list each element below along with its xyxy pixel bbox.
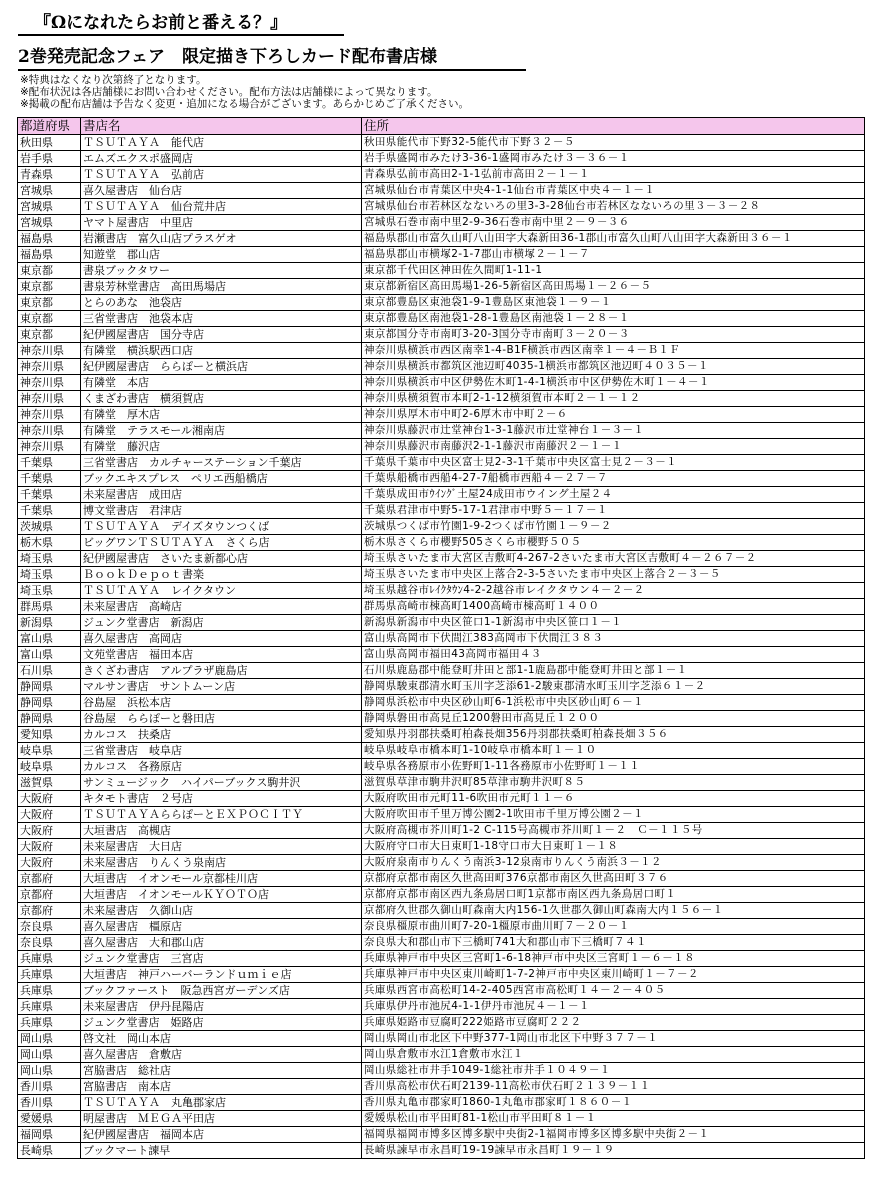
table-row bbox=[18, 663, 865, 679]
address-cell: 京都府京都市南区西九条鳥居口町1京都市南区西九条鳥居口町１ bbox=[362, 887, 865, 903]
table-row bbox=[18, 951, 865, 967]
address-cell: 奈良県橿原市曲川町7-20-1橿原市曲川町７－２０－１ bbox=[362, 919, 865, 935]
prefecture-cell: 栃木県 bbox=[18, 535, 81, 551]
table-row bbox=[18, 711, 865, 727]
header-address: 住所 bbox=[362, 118, 865, 135]
table-row bbox=[18, 1015, 865, 1031]
prefecture-cell: 東京都 bbox=[18, 327, 81, 343]
store-name-cell: ブックマート諫早 bbox=[81, 1143, 362, 1159]
prefecture-cell: 神奈川県 bbox=[18, 375, 81, 391]
address-cell: 岡山県倉敷市水江1倉敷市水江１ bbox=[362, 1047, 865, 1063]
prefecture-cell: 大阪府 bbox=[18, 839, 81, 855]
prefecture-cell: 静岡県 bbox=[18, 679, 81, 695]
prefecture-cell: 東京都 bbox=[18, 311, 81, 327]
prefecture-cell: 奈良県 bbox=[18, 919, 81, 935]
address-cell: 兵庫県西宮市高松町14-2-405西宮市高松町１４－２－４０５ bbox=[362, 983, 865, 999]
store-name-cell: ビッグワンＴＳＵＴＡＹＡ さくら店 bbox=[81, 535, 362, 551]
table-row bbox=[18, 231, 865, 247]
prefecture-cell: 兵庫県 bbox=[18, 967, 81, 983]
table-row bbox=[18, 599, 865, 615]
address-cell: 東京都豊島区東池袋1-9-1豊島区東池袋１－９－１ bbox=[362, 295, 865, 311]
address-cell: 神奈川県横浜市中区伊勢佐木町1-4-1横浜市中区伊勢佐木町１－４－１ bbox=[362, 375, 865, 391]
table-row bbox=[18, 871, 865, 887]
table-row bbox=[18, 807, 865, 823]
prefecture-cell: 福岡県 bbox=[18, 1127, 81, 1143]
prefecture-cell: 神奈川県 bbox=[18, 423, 81, 439]
store-name-cell: ＴＳＵＴＡＹＡ 丸亀郡家店 bbox=[81, 1095, 362, 1111]
prefecture-cell: 香川県 bbox=[18, 1095, 81, 1111]
address-cell: 大阪府泉南市りんくう南浜3-12泉南市りんくう南浜３－１２ bbox=[362, 855, 865, 871]
address-cell: 岐阜県各務原市小佐野町1-11各務原市小佐野町１－１１ bbox=[362, 759, 865, 775]
header-prefecture: 都道府県 bbox=[18, 118, 81, 135]
table-row bbox=[18, 279, 865, 295]
store-name-cell: 未来屋書店 成田店 bbox=[81, 487, 362, 503]
prefecture-cell: 群馬県 bbox=[18, 599, 81, 615]
store-name-cell: 紀伊國屋書店 ららぽーと横浜店 bbox=[81, 359, 362, 375]
store-name-cell: 喜久屋書店 倉敷店 bbox=[81, 1047, 362, 1063]
table-row bbox=[18, 839, 865, 855]
store-name-cell: カルコス 各務原店 bbox=[81, 759, 362, 775]
table-row bbox=[18, 967, 865, 983]
table-row bbox=[18, 215, 865, 231]
table-row bbox=[18, 855, 865, 871]
store-name-cell: 宮脇書店 南本店 bbox=[81, 1079, 362, 1095]
table-row bbox=[18, 551, 865, 567]
address-cell: 千葉県君津市中野5-17-1君津市中野５－１７－１ bbox=[362, 503, 865, 519]
table-row bbox=[18, 1047, 865, 1063]
table-row bbox=[18, 935, 865, 951]
prefecture-cell: 大阪府 bbox=[18, 807, 81, 823]
store-name-cell: 大垣書店 神戸ハーバーランドｕｍｉｅ店 bbox=[81, 967, 362, 983]
address-cell: 茨城県つくば市竹園1-9-2つくば市竹園１－９－２ bbox=[362, 519, 865, 535]
table-row bbox=[18, 151, 865, 167]
prefecture-cell: 兵庫県 bbox=[18, 999, 81, 1015]
address-cell: 神奈川県藤沢市南藤沢2-1-1藤沢市南藤沢２－１－１ bbox=[362, 439, 865, 455]
store-name-cell: 有隣堂 厚木店 bbox=[81, 407, 362, 423]
prefecture-cell: 静岡県 bbox=[18, 711, 81, 727]
table-row bbox=[18, 167, 865, 183]
address-cell: 長崎県諫早市永昌町19-19諫早市永昌町１９－１９ bbox=[362, 1143, 865, 1159]
fair-title: 2巻発売記念フェア 限定描き下ろしカード配布書店様 bbox=[18, 45, 526, 71]
address-cell: 岡山県総社市井手1049-1総社市井手１０４９－１ bbox=[362, 1063, 865, 1079]
address-cell: 福島県郡山市横塚2-1-7郡山市横塚２－１－７ bbox=[362, 247, 865, 263]
prefecture-cell: 宮城県 bbox=[18, 183, 81, 199]
prefecture-cell: 愛知県 bbox=[18, 727, 81, 743]
table-row bbox=[18, 791, 865, 807]
address-cell: 愛知県丹羽郡扶桑町柏森長畑356丹羽郡扶桑町柏森長畑３５６ bbox=[362, 727, 865, 743]
store-name-cell: ＴＳＵＴＡＹＡららぽーとＥＸＰＯＣＩＴＹ bbox=[81, 807, 362, 823]
store-name-cell: ＴＳＵＴＡＹＡ 仙台荒井店 bbox=[81, 199, 362, 215]
store-name-cell: 有隣堂 本店 bbox=[81, 375, 362, 391]
table-row bbox=[18, 391, 865, 407]
table-body bbox=[18, 135, 865, 1159]
prefecture-cell: 大阪府 bbox=[18, 855, 81, 871]
address-cell: 新潟県新潟市中央区笹口1-1新潟市中央区笹口１－１ bbox=[362, 615, 865, 631]
store-name-cell: カルコス 扶桑店 bbox=[81, 727, 362, 743]
address-cell: 宮城県仙台市若林区なないろの里3-3-28仙台市若林区なないろの里３－３－２８ bbox=[362, 199, 865, 215]
address-cell: 神奈川県厚木市中町2-6厚木市中町２－６ bbox=[362, 407, 865, 423]
address-cell: 埼玉県越谷市ﾚｲｸﾀｳﾝ4-2-2越谷市レイクタウン４－２－２ bbox=[362, 583, 865, 599]
prefecture-cell: 岡山県 bbox=[18, 1031, 81, 1047]
address-cell: 神奈川県横浜市都筑区池辺町4035-1横浜市都筑区池辺町４０３５－１ bbox=[362, 359, 865, 375]
store-name-cell: 未来屋書店 久御山店 bbox=[81, 903, 362, 919]
prefecture-cell: 兵庫県 bbox=[18, 951, 81, 967]
store-name-cell: ＴＳＵＴＡＹＡ デイズタウンつくば bbox=[81, 519, 362, 535]
address-cell: 埼玉県さいたま市中央区上落合2-3-5さいたま市中央区上落合２－３－５ bbox=[362, 567, 865, 583]
prefecture-cell: 大阪府 bbox=[18, 823, 81, 839]
table-row bbox=[18, 423, 865, 439]
prefecture-cell: 神奈川県 bbox=[18, 391, 81, 407]
table-row bbox=[18, 647, 865, 663]
store-name-cell: 有隣堂 テラスモール湘南店 bbox=[81, 423, 362, 439]
table-row bbox=[18, 359, 865, 375]
store-name-cell: ＴＳＵＴＡＹＡ レイクタウン bbox=[81, 583, 362, 599]
address-cell: 兵庫県神戸市中央区三宮町1-6-18神戸市中央区三宮町１－６－１８ bbox=[362, 951, 865, 967]
store-name-cell: 紀伊國屋書店 福岡本店 bbox=[81, 1127, 362, 1143]
store-name-cell: 啓文社 岡山本店 bbox=[81, 1031, 362, 1047]
prefecture-cell: 神奈川県 bbox=[18, 343, 81, 359]
prefecture-cell: 青森県 bbox=[18, 167, 81, 183]
address-cell: 千葉県千葉市中央区富士見2-3-1千葉市中央区富士見２－３－１ bbox=[362, 455, 865, 471]
address-cell: 福岡県福岡市博多区博多駅中央街2-1福岡市博多区博多駅中央街２－１ bbox=[362, 1127, 865, 1143]
prefecture-cell: 岡山県 bbox=[18, 1063, 81, 1079]
address-cell: 東京都千代田区神田佐久間町1-11-1 bbox=[362, 263, 865, 279]
table-row bbox=[18, 439, 865, 455]
store-name-cell: 喜久屋書店 高岡店 bbox=[81, 631, 362, 647]
store-name-cell: 三省堂書店 池袋本店 bbox=[81, 311, 362, 327]
note-line: ※配布状況は各店舗様にお問い合わせください。配布方法は店舗様によって異なります。 bbox=[20, 86, 438, 98]
store-name-cell: 未来屋書店 高崎店 bbox=[81, 599, 362, 615]
store-name-cell: ジュンク堂書店 新潟店 bbox=[81, 615, 362, 631]
store-name-cell: 紀伊國屋書店 さいたま新都心店 bbox=[81, 551, 362, 567]
prefecture-cell: 愛媛県 bbox=[18, 1111, 81, 1127]
address-cell: 青森県弘前市高田2-1-1弘前市高田２－１－１ bbox=[362, 167, 865, 183]
address-cell: 静岡県磐田市高見丘1200磐田市高見丘１２００ bbox=[362, 711, 865, 727]
prefecture-cell: 岐阜県 bbox=[18, 759, 81, 775]
address-cell: 神奈川県藤沢市辻堂神台1-3-1藤沢市辻堂神台１－３－１ bbox=[362, 423, 865, 439]
prefecture-cell: 岐阜県 bbox=[18, 743, 81, 759]
store-name-cell: 紀伊國屋書店 国分寺店 bbox=[81, 327, 362, 343]
address-cell: 東京都豊島区南池袋1-28-1豊島区南池袋１－２８－１ bbox=[362, 311, 865, 327]
store-name-cell: 谷島屋 浜松本店 bbox=[81, 695, 362, 711]
prefecture-cell: 富山県 bbox=[18, 631, 81, 647]
address-cell: 東京都新宿区高田馬場1-26-5新宿区高田馬場１－２６－５ bbox=[362, 279, 865, 295]
table-row bbox=[18, 135, 865, 151]
store-name-cell: ジュンク堂書店 姫路店 bbox=[81, 1015, 362, 1031]
store-name-cell: 未来屋書店 伊丹昆陽店 bbox=[81, 999, 362, 1015]
store-name-cell: キタモト書店 ２号店 bbox=[81, 791, 362, 807]
table-row bbox=[18, 903, 865, 919]
address-cell: 栃木県さくら市櫻野505さくら市櫻野５０５ bbox=[362, 535, 865, 551]
address-cell: 富山県高岡市下伏間江383高岡市下伏間江３８３ bbox=[362, 631, 865, 647]
prefecture-cell: 京都府 bbox=[18, 871, 81, 887]
table-row bbox=[18, 1095, 865, 1111]
table-row bbox=[18, 183, 865, 199]
prefecture-cell: 岡山県 bbox=[18, 1047, 81, 1063]
prefecture-cell: 香川県 bbox=[18, 1079, 81, 1095]
table-row bbox=[18, 759, 865, 775]
store-name-cell: くまざわ書店 横須賀店 bbox=[81, 391, 362, 407]
store-name-cell: 三省堂書店 岐阜店 bbox=[81, 743, 362, 759]
address-cell: 大阪府吹田市元町11-6吹田市元町１１－６ bbox=[362, 791, 865, 807]
address-cell: 奈良県大和郡山市下三橋町741大和郡山市下三橋町７４１ bbox=[362, 935, 865, 951]
prefecture-cell: 兵庫県 bbox=[18, 983, 81, 999]
table-row bbox=[18, 615, 865, 631]
prefecture-cell: 神奈川県 bbox=[18, 359, 81, 375]
prefecture-cell: 千葉県 bbox=[18, 455, 81, 471]
store-name-cell: 谷島屋 ららぽーと磐田店 bbox=[81, 711, 362, 727]
table-row bbox=[18, 567, 865, 583]
table-row bbox=[18, 983, 865, 999]
note-line: ※掲載の配布店舗は予告なく変更・追加になる場合がございます。あらかじめご了承ください。 bbox=[20, 98, 469, 110]
table-row bbox=[18, 263, 865, 279]
address-cell: 岡山県岡山市北区下中野377-1岡山市北区下中野３７７－１ bbox=[362, 1031, 865, 1047]
table-row bbox=[18, 295, 865, 311]
prefecture-cell: 神奈川県 bbox=[18, 439, 81, 455]
store-name-cell: 宮脇書店 総社店 bbox=[81, 1063, 362, 1079]
prefecture-cell: 東京都 bbox=[18, 279, 81, 295]
store-name-cell: ＴＳＵＴＡＹＡ 弘前店 bbox=[81, 167, 362, 183]
prefecture-cell: 埼玉県 bbox=[18, 567, 81, 583]
table-row bbox=[18, 375, 865, 391]
store-name-cell: ヤマト屋書店 中里店 bbox=[81, 215, 362, 231]
store-name-cell: 岩瀬書店 富久山店プラスゲオ bbox=[81, 231, 362, 247]
prefecture-cell: 富山県 bbox=[18, 647, 81, 663]
store-name-cell: 未来屋書店 大日店 bbox=[81, 839, 362, 855]
address-cell: 香川県高松市伏石町2139-11高松市伏石町２１３９－１１ bbox=[362, 1079, 865, 1095]
prefecture-cell: 大阪府 bbox=[18, 791, 81, 807]
table-row bbox=[18, 519, 865, 535]
prefecture-cell: 神奈川県 bbox=[18, 407, 81, 423]
table-row bbox=[18, 695, 865, 711]
prefecture-cell: 新潟県 bbox=[18, 615, 81, 631]
store-name-cell: 大垣書店 イオンモール京都桂川店 bbox=[81, 871, 362, 887]
prefecture-cell: 福島県 bbox=[18, 231, 81, 247]
table-row bbox=[18, 1063, 865, 1079]
address-cell: 埼玉県さいたま市大宮区吉敷町4-267-2さいたま市大宮区吉敷町４－２６７－２ bbox=[362, 551, 865, 567]
table-row bbox=[18, 583, 865, 599]
table-row bbox=[18, 503, 865, 519]
prefecture-cell: 秋田県 bbox=[18, 135, 81, 151]
prefecture-cell: 宮城県 bbox=[18, 215, 81, 231]
address-cell: 静岡県駿東郡清水町玉川字芝添61-2駿東郡清水町玉川字芝添６１－２ bbox=[362, 679, 865, 695]
store-table bbox=[17, 117, 865, 1159]
address-cell: 静岡県浜松市中央区砂山町6-1浜松市中央区砂山町６－１ bbox=[362, 695, 865, 711]
store-name-cell: マルサン書店 サントムーン店 bbox=[81, 679, 362, 695]
address-cell: 神奈川県横浜市西区南幸1-4-B1F横浜市西区南幸１－４－Ｂ１Ｆ bbox=[362, 343, 865, 359]
store-name-cell: 喜久屋書店 仙台店 bbox=[81, 183, 362, 199]
store-name-cell: 喜久屋書店 大和郡山店 bbox=[81, 935, 362, 951]
address-cell: 愛媛県松山市平田町81-1松山市平田町８１－１ bbox=[362, 1111, 865, 1127]
table-row bbox=[18, 727, 865, 743]
prefecture-cell: 東京都 bbox=[18, 295, 81, 311]
store-name-cell: 有隣堂 藤沢店 bbox=[81, 439, 362, 455]
store-name-cell: 有隣堂 横浜駅西口店 bbox=[81, 343, 362, 359]
address-cell: 千葉県船橋市西船4-27-7船橋市西船４－２７－７ bbox=[362, 471, 865, 487]
address-cell: 富山県高岡市福田43高岡市福田４３ bbox=[362, 647, 865, 663]
address-cell: 大阪府守口市大日東町1-18守口市大日東町１－１８ bbox=[362, 839, 865, 855]
store-name-cell: ブックファースト 阪急西宮ガーデンズ店 bbox=[81, 983, 362, 999]
store-name-cell: とらのあな 池袋店 bbox=[81, 295, 362, 311]
store-name-cell: きくざわ書店 アルプラザ鹿島店 bbox=[81, 663, 362, 679]
prefecture-cell: 滋賀県 bbox=[18, 775, 81, 791]
table-row bbox=[18, 1143, 865, 1159]
note-line: ※特典はなくなり次第終了となります。 bbox=[20, 74, 207, 86]
table-row bbox=[18, 311, 865, 327]
address-cell: 大阪府高槻市芥川町1-2 C-115号高槻市芥川町１－２ Ｃ－１１５号 bbox=[362, 823, 865, 839]
store-name-cell: 大垣書店 高槻店 bbox=[81, 823, 362, 839]
address-cell: 秋田県能代市下野32-5能代市下野３２－５ bbox=[362, 135, 865, 151]
table-row bbox=[18, 1079, 865, 1095]
store-name-cell: ＢｏｏｋＤｅｐｏｔ書楽 bbox=[81, 567, 362, 583]
prefecture-cell: 埼玉県 bbox=[18, 551, 81, 567]
header-store-name: 書店名 bbox=[81, 118, 362, 135]
table-row bbox=[18, 455, 865, 471]
store-name-cell: 知遊堂 郡山店 bbox=[81, 247, 362, 263]
store-name-cell: 喜久屋書店 橿原店 bbox=[81, 919, 362, 935]
prefecture-cell: 千葉県 bbox=[18, 471, 81, 487]
prefecture-cell: 宮城県 bbox=[18, 199, 81, 215]
address-cell: 群馬県高崎市棟高町1400高崎市棟高町１４００ bbox=[362, 599, 865, 615]
table-header bbox=[18, 118, 865, 135]
table-row bbox=[18, 775, 865, 791]
table-row bbox=[18, 919, 865, 935]
prefecture-cell: 福島県 bbox=[18, 247, 81, 263]
table-row bbox=[18, 631, 865, 647]
prefecture-cell: 奈良県 bbox=[18, 935, 81, 951]
prefecture-cell: 石川県 bbox=[18, 663, 81, 679]
store-name-cell: エムズエクスポ盛岡店 bbox=[81, 151, 362, 167]
store-name-cell: ジュンク堂書店 三宮店 bbox=[81, 951, 362, 967]
table-row bbox=[18, 343, 865, 359]
table-row bbox=[18, 471, 865, 487]
table-row bbox=[18, 823, 865, 839]
table-row bbox=[18, 1111, 865, 1127]
store-name-cell: 大垣書店 イオンモールＫＹＯＴＯ店 bbox=[81, 887, 362, 903]
address-cell: 岐阜県岐阜市橋本町1-10岐阜市橋本町１－１０ bbox=[362, 743, 865, 759]
book-title: 『Ωになれたらお前と番える？』 bbox=[18, 12, 344, 36]
table-row bbox=[18, 743, 865, 759]
address-cell: 神奈川県横須賀市本町2-1-12横須賀市本町２－１－１２ bbox=[362, 391, 865, 407]
table-row bbox=[18, 1031, 865, 1047]
address-cell: 福島県郡山市富久山町八山田字大森新田36-1郡山市富久山町八山田字大森新田３６－１ bbox=[362, 231, 865, 247]
store-name-cell: サンミュージック ハイパーブックス駒井沢 bbox=[81, 775, 362, 791]
store-name-cell: ブックエキスプレス ペリエ西船橋店 bbox=[81, 471, 362, 487]
notes-block bbox=[20, 74, 880, 110]
table-row bbox=[18, 999, 865, 1015]
address-cell: 京都府京都市南区久世高田町376京都市南区久世高田町３７６ bbox=[362, 871, 865, 887]
table-row bbox=[18, 407, 865, 423]
address-cell: 石川県鹿島郡中能登町井田と部1-1鹿島郡中能登町井田と部１－１ bbox=[362, 663, 865, 679]
table-row bbox=[18, 247, 865, 263]
store-name-cell: 博文堂書店 君津店 bbox=[81, 503, 362, 519]
address-cell: 兵庫県伊丹市池尻4-1-1伊丹市池尻４－１－１ bbox=[362, 999, 865, 1015]
prefecture-cell: 静岡県 bbox=[18, 695, 81, 711]
prefecture-cell: 岩手県 bbox=[18, 151, 81, 167]
address-cell: 千葉県成田市ｳｲﾝｸﾞ土屋24成田市ウイング土屋２４ bbox=[362, 487, 865, 503]
prefecture-cell: 千葉県 bbox=[18, 487, 81, 503]
prefecture-cell: 兵庫県 bbox=[18, 1015, 81, 1031]
prefecture-cell: 東京都 bbox=[18, 263, 81, 279]
address-cell: 大阪府吹田市千里万博公園2-1吹田市千里万博公園２－１ bbox=[362, 807, 865, 823]
table-row bbox=[18, 199, 865, 215]
prefecture-cell: 埼玉県 bbox=[18, 583, 81, 599]
store-name-cell: ＴＳＵＴＡＹＡ 能代店 bbox=[81, 135, 362, 151]
prefecture-cell: 京都府 bbox=[18, 887, 81, 903]
prefecture-cell: 京都府 bbox=[18, 903, 81, 919]
address-cell: 兵庫県姫路市豆腐町222姫路市豆腐町２２２ bbox=[362, 1015, 865, 1031]
address-cell: 東京都国分寺市南町3-20-3国分寺市南町３－２０－３ bbox=[362, 327, 865, 343]
store-name-cell: 書泉ブックタワー bbox=[81, 263, 362, 279]
table-row bbox=[18, 535, 865, 551]
store-name-cell: 未来屋書店 りんくう泉南店 bbox=[81, 855, 362, 871]
store-name-cell: 明屋書店 ＭＥＧＡ平田店 bbox=[81, 1111, 362, 1127]
table-row bbox=[18, 1127, 865, 1143]
address-cell: 京都府久世郡久御山町森南大内156-1久世郡久御山町森南大内１５６－１ bbox=[362, 903, 865, 919]
address-cell: 宮城県仙台市青葉区中央4-1-1仙台市青葉区中央４－１－１ bbox=[362, 183, 865, 199]
prefecture-cell: 千葉県 bbox=[18, 503, 81, 519]
table-row bbox=[18, 487, 865, 503]
store-name-cell: 三省堂書店 カルチャーステーション千葉店 bbox=[81, 455, 362, 471]
address-cell: 香川県丸亀市郡家町1860-1丸亀市郡家町１８６０－１ bbox=[362, 1095, 865, 1111]
prefecture-cell: 茨城県 bbox=[18, 519, 81, 535]
store-name-cell: 文苑堂書店 福田本店 bbox=[81, 647, 362, 663]
table-row bbox=[18, 887, 865, 903]
address-cell: 滋賀県草津市駒井沢町85草津市駒井沢町８５ bbox=[362, 775, 865, 791]
prefecture-cell: 長崎県 bbox=[18, 1143, 81, 1159]
store-name-cell: 書泉芳林堂書店 高田馬場店 bbox=[81, 279, 362, 295]
address-cell: 兵庫県神戸市中央区東川崎町1-7-2神戸市中央区東川崎町１－７－２ bbox=[362, 967, 865, 983]
address-cell: 宮城県石巻市南中里2-9-36石巻市南中里２－９－３６ bbox=[362, 215, 865, 231]
address-cell: 岩手県盛岡市みたけ3-36-1盛岡市みたけ３－３６－１ bbox=[362, 151, 865, 167]
table-row bbox=[18, 679, 865, 695]
table-row bbox=[18, 327, 865, 343]
header-row bbox=[18, 118, 865, 135]
